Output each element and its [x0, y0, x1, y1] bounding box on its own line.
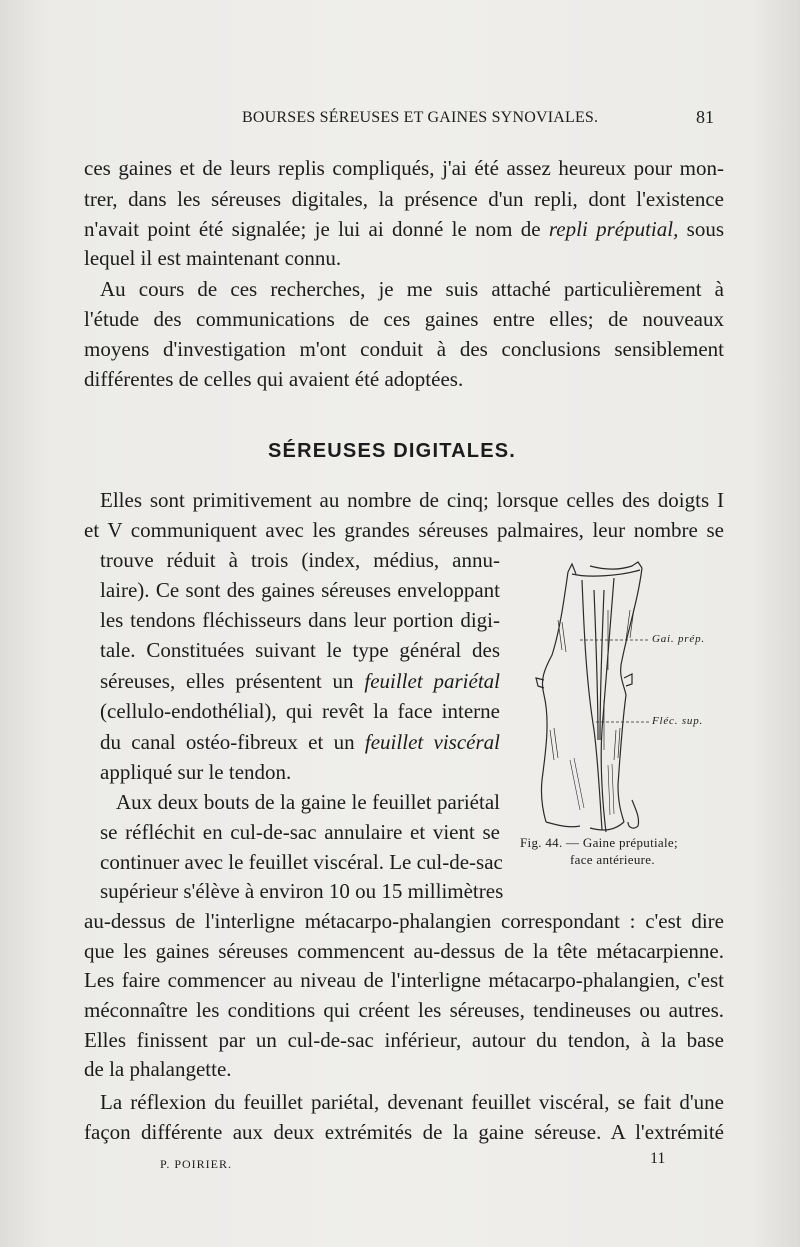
running-head: BOURSES SÉREUSES ET GAINES SYNOVIALES.: [242, 109, 599, 126]
text-line: Elles finissent par un cul-de-sac inférieur, autour du tendon, à la base: [84, 1028, 724, 1052]
text-line: trouve réduit à trois (index, médius, annu-: [100, 548, 500, 572]
text-line: (cellulo-endothélial), qui revêt la face interne: [100, 699, 500, 723]
text-line: au-dessus de l'interligne métacarpo-phalangien correspondant : c'est dire: [84, 909, 724, 933]
text-line: n'avait point été signalée; je lui ai donné le nom de repli préputial, sous: [84, 217, 724, 241]
text-line: laire). Ce sont des gaines séreuses enveloppant: [100, 578, 500, 602]
label-gaine-preputiale: Gai. prép.: [652, 633, 705, 645]
text-line: trer, dans les séreuses digitales, la présence d'un repli, dont l'existence: [84, 187, 724, 211]
text-line: du canal ostéo-fibreux et un feuillet viscéral: [100, 730, 500, 754]
label-flechisseur-superficiel: Fléc. sup.: [652, 715, 704, 727]
footer-sheet-number: 11: [650, 1150, 666, 1167]
text-line: méconnaître les conditions qui créent les séreuses, tendineuses ou autres.: [84, 998, 724, 1022]
footer-signature: P. POIRIER.: [160, 1157, 233, 1171]
text-line: séreuses, elles présentent un feuillet pariétal: [100, 669, 501, 693]
text-line: Au cours de ces recherches, je me suis attaché particulièrement à: [100, 277, 724, 301]
text-line: supérieur s'élève à environ 10 ou 15 millimètres: [100, 879, 504, 903]
text-line: façon différente aux deux extrémités de la gaine séreuse. A l'extrémité: [84, 1120, 724, 1144]
text-line: La réflexion du feuillet pariétal, devenant feuillet viscéral, se fait d'une: [100, 1090, 724, 1114]
section-title: SÉREUSES DIGITALES.: [268, 440, 517, 462]
text-line: ces gaines et de leurs replis compliqués, j'ai été assez heureux pour mon-: [84, 156, 724, 180]
text-line: moyens d'investigation m'ont conduit à des conclusions sensiblement: [84, 337, 724, 361]
text-line: lequel il est maintenant connu.: [84, 246, 342, 270]
text-line: de la phalangette.: [84, 1057, 232, 1081]
text-line: continuer avec le feuillet viscéral. Le cul-de-sac: [100, 850, 503, 874]
figure-caption-line2: face antérieure.: [570, 852, 655, 867]
figure-caption-line1: Fig. 44. — Gaine préputiale;: [520, 835, 678, 850]
text-line: différentes de celles qui avaient été adoptées.: [84, 367, 464, 391]
text-line: et V communiquent avec les grandes séreuses palmaires, leur nombre se: [84, 518, 724, 542]
text-line: Aux deux bouts de la gaine le feuillet pariétal: [116, 790, 500, 814]
text-line: tale. Constituées suivant le type général des: [100, 638, 500, 662]
text-line: Les faire commencer au niveau de l'interligne métacarpo-phalangien, c'est: [84, 968, 724, 992]
text-line: que les gaines séreuses commencent au-dessus de la tête métacarpienne.: [84, 939, 724, 963]
page-number: 81: [696, 107, 714, 127]
text-line: se réfléchit en cul-de-sac annulaire et vient se: [100, 820, 500, 844]
text-line: appliqué sur le tendon.: [100, 760, 292, 784]
tendon-sheath-illustration: [510, 560, 740, 860]
text-line: les tendons fléchisseurs dans leur portion digi-: [100, 608, 500, 632]
figure-44: [510, 560, 740, 867]
text-line: l'étude des communications de ces gaines entre elles; de nouveaux: [84, 307, 724, 331]
text-line: Elles sont primitivement au nombre de cinq; lorsque celles des doigts I: [100, 488, 724, 512]
